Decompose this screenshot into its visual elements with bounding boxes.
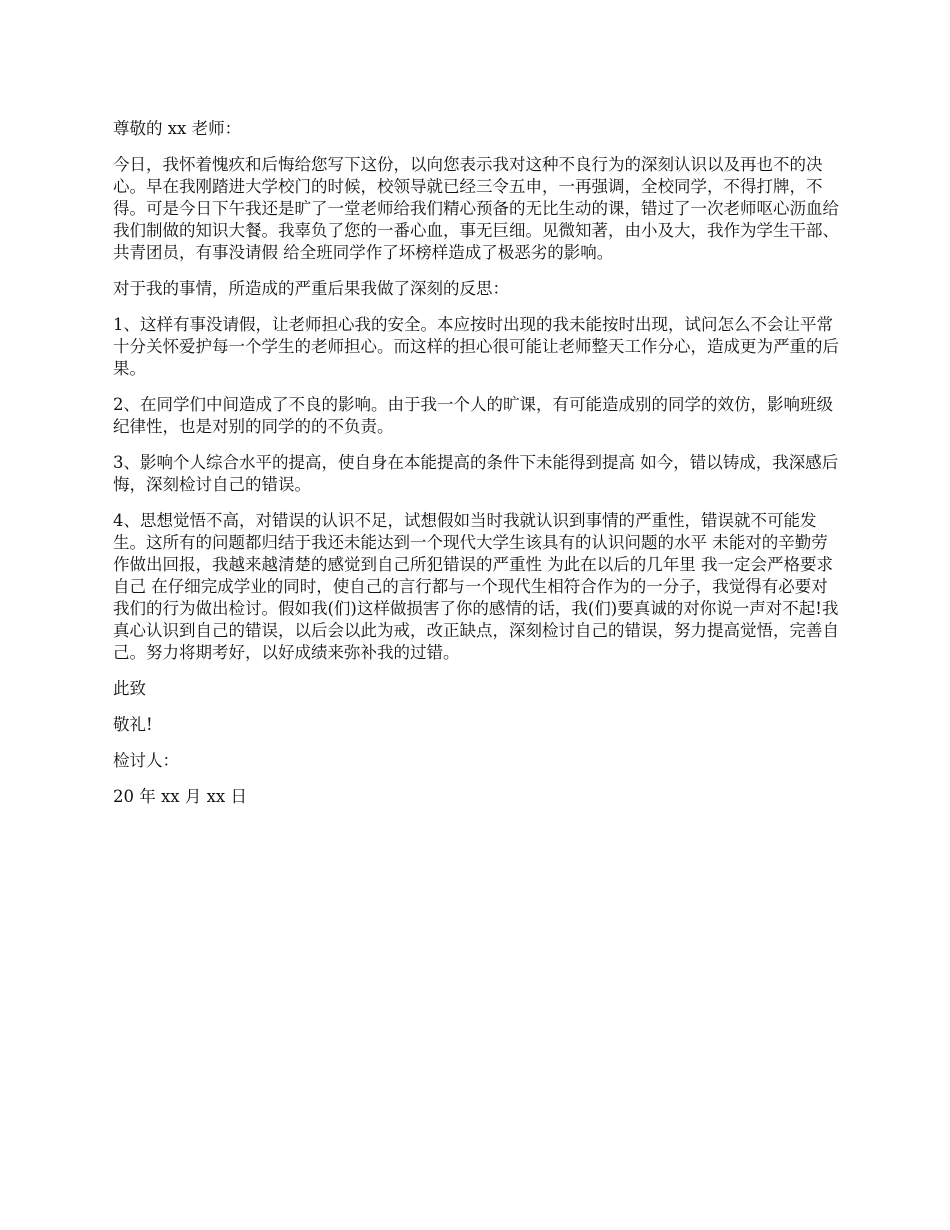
signature-line: 检讨人： xyxy=(113,751,179,770)
document-page xyxy=(113,118,843,822)
closing-line-1: 此致 xyxy=(113,679,146,698)
paragraph-intro: 今日，我怀着愧疚和后悔给您写下这份，以向您表示我对这种不良行为的深刻认识以及再也不的决心。早在我刚踏进大学校门的时候，校领导就已经三令五申，一再强调，全校同学，不得打牌，不得。可是今日下午我还是旷了一堂老师给我们精心预备的无比生动的课，错过了一次老师呕心沥血给我们制做的知识大餐。我辜负了您的一番心血，事无巨细。见微知著，由小及大，我作为学生干部、共青团员，有事没请假 给全班同学作了坏榜样造成了极恶劣的影响。 xyxy=(113,155,839,262)
date-line: 20 年 xx 月 xx 日 xyxy=(113,787,247,806)
salutation: 尊敬的 xx 老师： xyxy=(113,119,242,138)
paragraph-point-3: 3、影响个人综合水平的提高，使自身在本能提高的条件下未能得到提高 如今，错以铸成，我深感后悔，深刻检讨自己的错误。 xyxy=(113,453,839,494)
paragraph-point-1: 1、这样有事没请假，让老师担心我的安全。本应按时出现的我未能按时出现，试问怎么不会让平常十分关怀爱护每一个学生的老师担心。而这样的担心很可能让老师整天工作分心，造成更为严重的后果。 xyxy=(113,315,839,378)
paragraph-point-2: 2、在同学们中间造成了不良的影响。由于我一个人的旷课，有可能造成别的同学的效仿，影响班级纪律性，也是对别的同学的的不负责。 xyxy=(113,395,833,436)
paragraph-point-4: 4、思想觉悟不高，对错误的认识不足，试想假如当时我就认识到事情的严重性，错误就不可能发生。这所有的问题都归结于我还未能达到一个现代大学生该具有的认识问题的水平 未能对的辛勤劳作做出回报，我越来越清楚的感觉到自己所犯错误的严重性 为此在以后的几年里 我一定会严格要求自己 在仔细完成学业的同时，使自己的言行都与一个现代生相符合作为的一分子，我觉得有必要对我们的行为做出检讨。假如我(们)这样做损害了你的感情的话，我(们)要真诚的对你说一声对不起!我真心认识到自己的错误，以后会以此为戒，改正缺点，深刻检讨自己的错误，努力提高觉悟，完善自己。努力将期考好，以好成绩来弥补我的过错。 xyxy=(113,511,839,662)
paragraph-reflection-lead: 对于我的事情，所造成的严重后果我做了深刻的反思： xyxy=(113,279,509,298)
closing-line-2: 敬礼! xyxy=(113,715,153,734)
